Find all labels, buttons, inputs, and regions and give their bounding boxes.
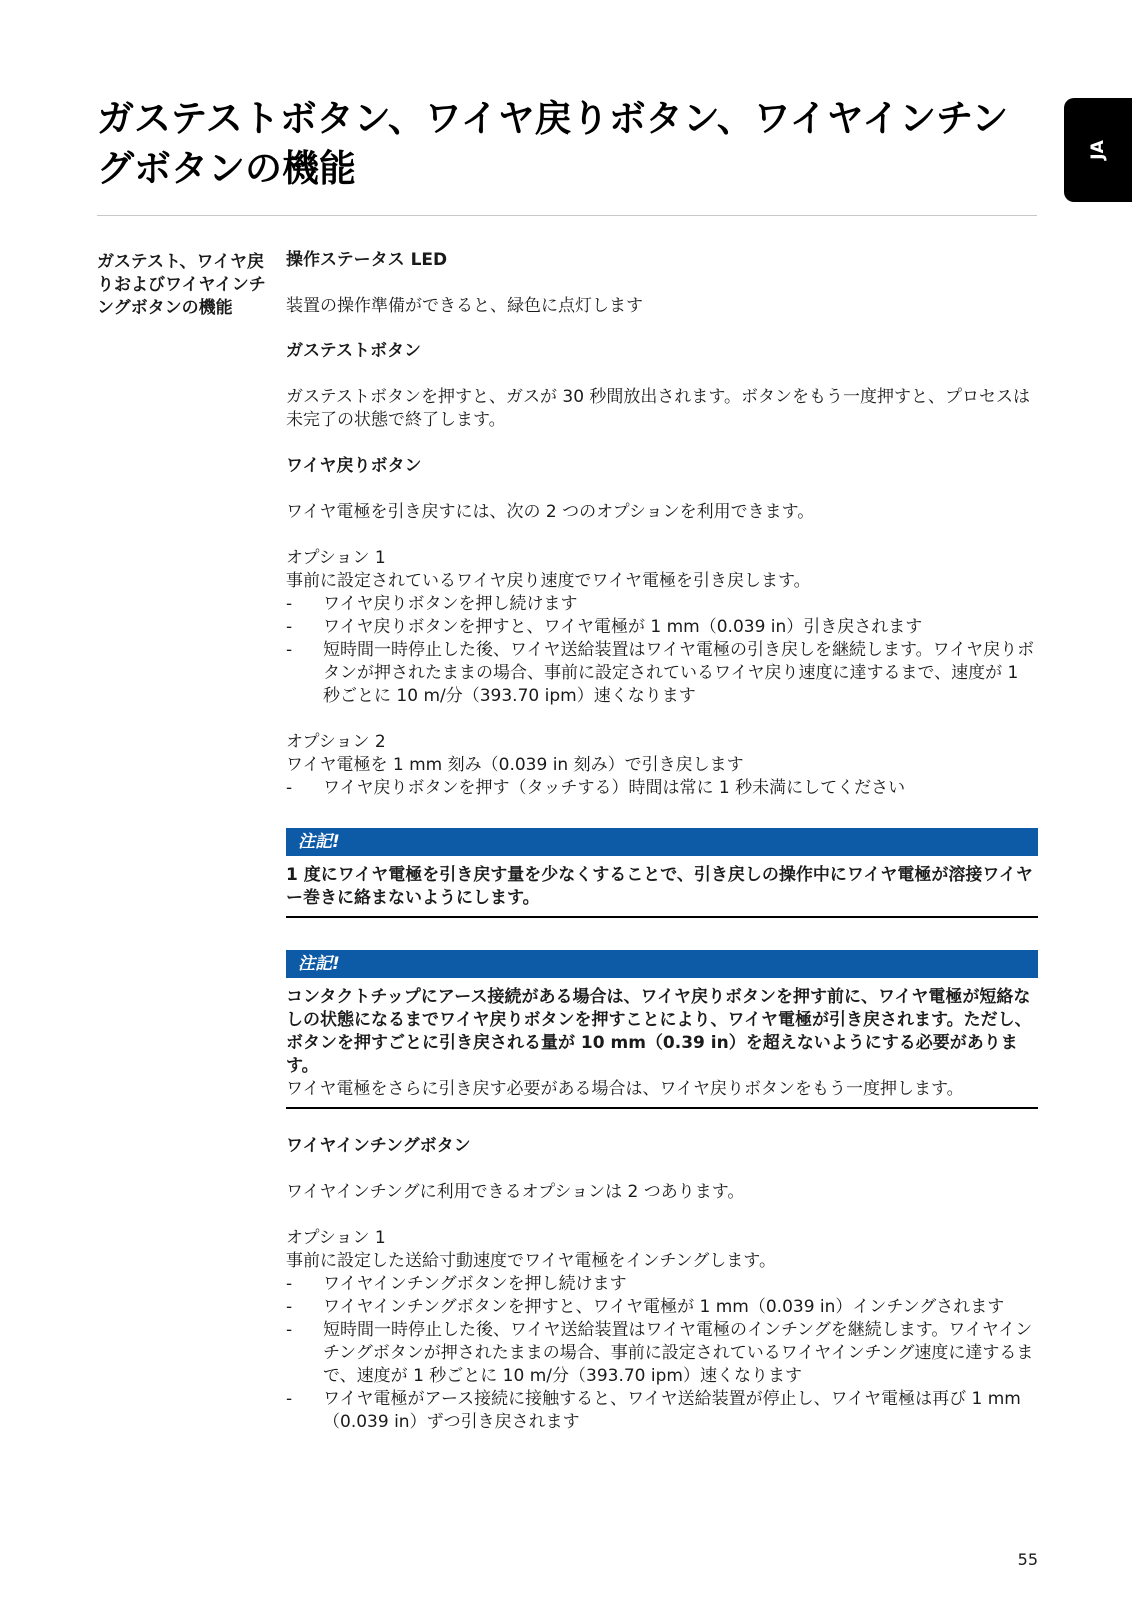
side-heading: ガステスト、ワイヤ戻りおよびワイヤインチングボタンの機能 xyxy=(97,252,266,318)
note-label: 注記! xyxy=(286,950,1038,978)
list-item: - ワイヤ戻りボタンを押すと、ワイヤ電極が 1 mm（0.039 in）引き戻されます xyxy=(286,616,1038,639)
main-content xyxy=(286,249,1038,1434)
led-heading: 操作ステータス LED xyxy=(286,250,448,270)
page-title: ガステストボタン、ワイヤ戻りボタン、ワイヤインチングボタンの機能 xyxy=(97,97,1009,190)
led-text: 装置の操作準備ができると、緑色に点灯します xyxy=(286,296,643,316)
list-item: - 短時間一時停止した後、ワイヤ送給装置はワイヤ電極のインチングを継続します。ワイヤインチングボタンが押されたままの場合、事前に設定されているワイヤインチング速度に達するまで、速度が 1 秒ごとに 10 m/分（393.70 ipm）速くなります xyxy=(286,1319,1038,1388)
retract-option2-list xyxy=(286,777,1038,800)
retract-option2-text: ワイヤ電極を 1 mm 刻み（0.039 in 刻み）で引き戻します xyxy=(286,755,744,775)
wire-inching-intro: ワイヤインチングに利用できるオプションは 2 つあります。 xyxy=(286,1182,745,1202)
page-number: 55 xyxy=(1017,1550,1038,1569)
wire-retract-heading: ワイヤ戻りボタン xyxy=(286,456,422,476)
inching-option1-list xyxy=(286,1273,1038,1434)
note-box-2 xyxy=(286,950,1038,1109)
retract-option1-text: 事前に設定されているワイヤ戻り速度でワイヤ電極を引き戻します。 xyxy=(286,571,811,591)
list-item: - 短時間一時停止した後、ワイヤ送給装置はワイヤ電極の引き戻しを継続します。ワイヤ戻りボタンが押されたままの場合、事前に設定されているワイヤ戻り速度に達するまで、速度が 1 秒ごとに 10 m/分（393.70 ipm）速くなります xyxy=(286,639,1038,708)
list-item: - ワイヤ戻りボタンを押す（タッチする）時間は常に 1 秒未満にしてください xyxy=(286,777,1038,800)
note-label: 注記! xyxy=(286,828,1038,856)
title-divider xyxy=(97,215,1037,216)
wire-inching-heading: ワイヤインチングボタン xyxy=(286,1136,471,1156)
gas-test-heading: ガステストボタン xyxy=(286,341,421,361)
list-item: - ワイヤ戻りボタンを押し続けます xyxy=(286,593,1038,616)
retract-option2-label: オプション 2 xyxy=(286,732,386,752)
language-tab-label: JA xyxy=(1088,140,1108,160)
wire-retract-intro: ワイヤ電極を引き戻すには、次の 2 つのオプションを利用できます。 xyxy=(286,502,815,522)
list-item: - ワイヤ電極がアース接続に接触すると、ワイヤ送給装置が停止し、ワイヤ電極は再び 1 mm（0.039 in）ずつ引き戻されます xyxy=(286,1388,1038,1434)
inching-option1-label: オプション 1 xyxy=(286,1228,386,1248)
inching-option1-text: 事前に設定した送給寸動速度でワイヤ電極をインチングします。 xyxy=(286,1251,776,1271)
note-box-1 xyxy=(286,828,1038,918)
gas-test-text: ガステストボタンを押すと、ガスが 30 秒間放出されます。ボタンをもう一度押すと、プロセスは未完了の状態で終了します。 xyxy=(286,387,1031,430)
list-item: - ワイヤインチングボタンを押すと、ワイヤ電極が 1 mm（0.039 in）インチングされます xyxy=(286,1296,1038,1319)
retract-option1-label: オプション 1 xyxy=(286,548,386,568)
list-item: - ワイヤインチングボタンを押し続けます xyxy=(286,1273,1038,1296)
retract-option1-list xyxy=(286,593,1038,708)
note-normal-text: ワイヤ電極をさらに引き戻す必要がある場合は、ワイヤ戻りボタンをもう一度押します。 xyxy=(286,1079,964,1099)
note-bold-text: 1 度にワイヤ電極を引き戻す量を少なくすることで、引き戻しの操作中にワイヤ電極が溶接ワイヤー巻きに絡まないようにします。 xyxy=(286,865,1033,908)
note-bold-text: コンタクトチップにアース接続がある場合は、ワイヤ戻りボタンを押す前に、ワイヤ電極が短絡なしの状態になるまでワイヤ戻りボタンを押すことにより、ワイヤ電極が引き戻されます。ただし、ボタンを押すごとに引き戻される量が 10 mm（0.39 in）を超えないようにする必要があります。 xyxy=(286,987,1032,1076)
language-tab xyxy=(1064,98,1132,202)
